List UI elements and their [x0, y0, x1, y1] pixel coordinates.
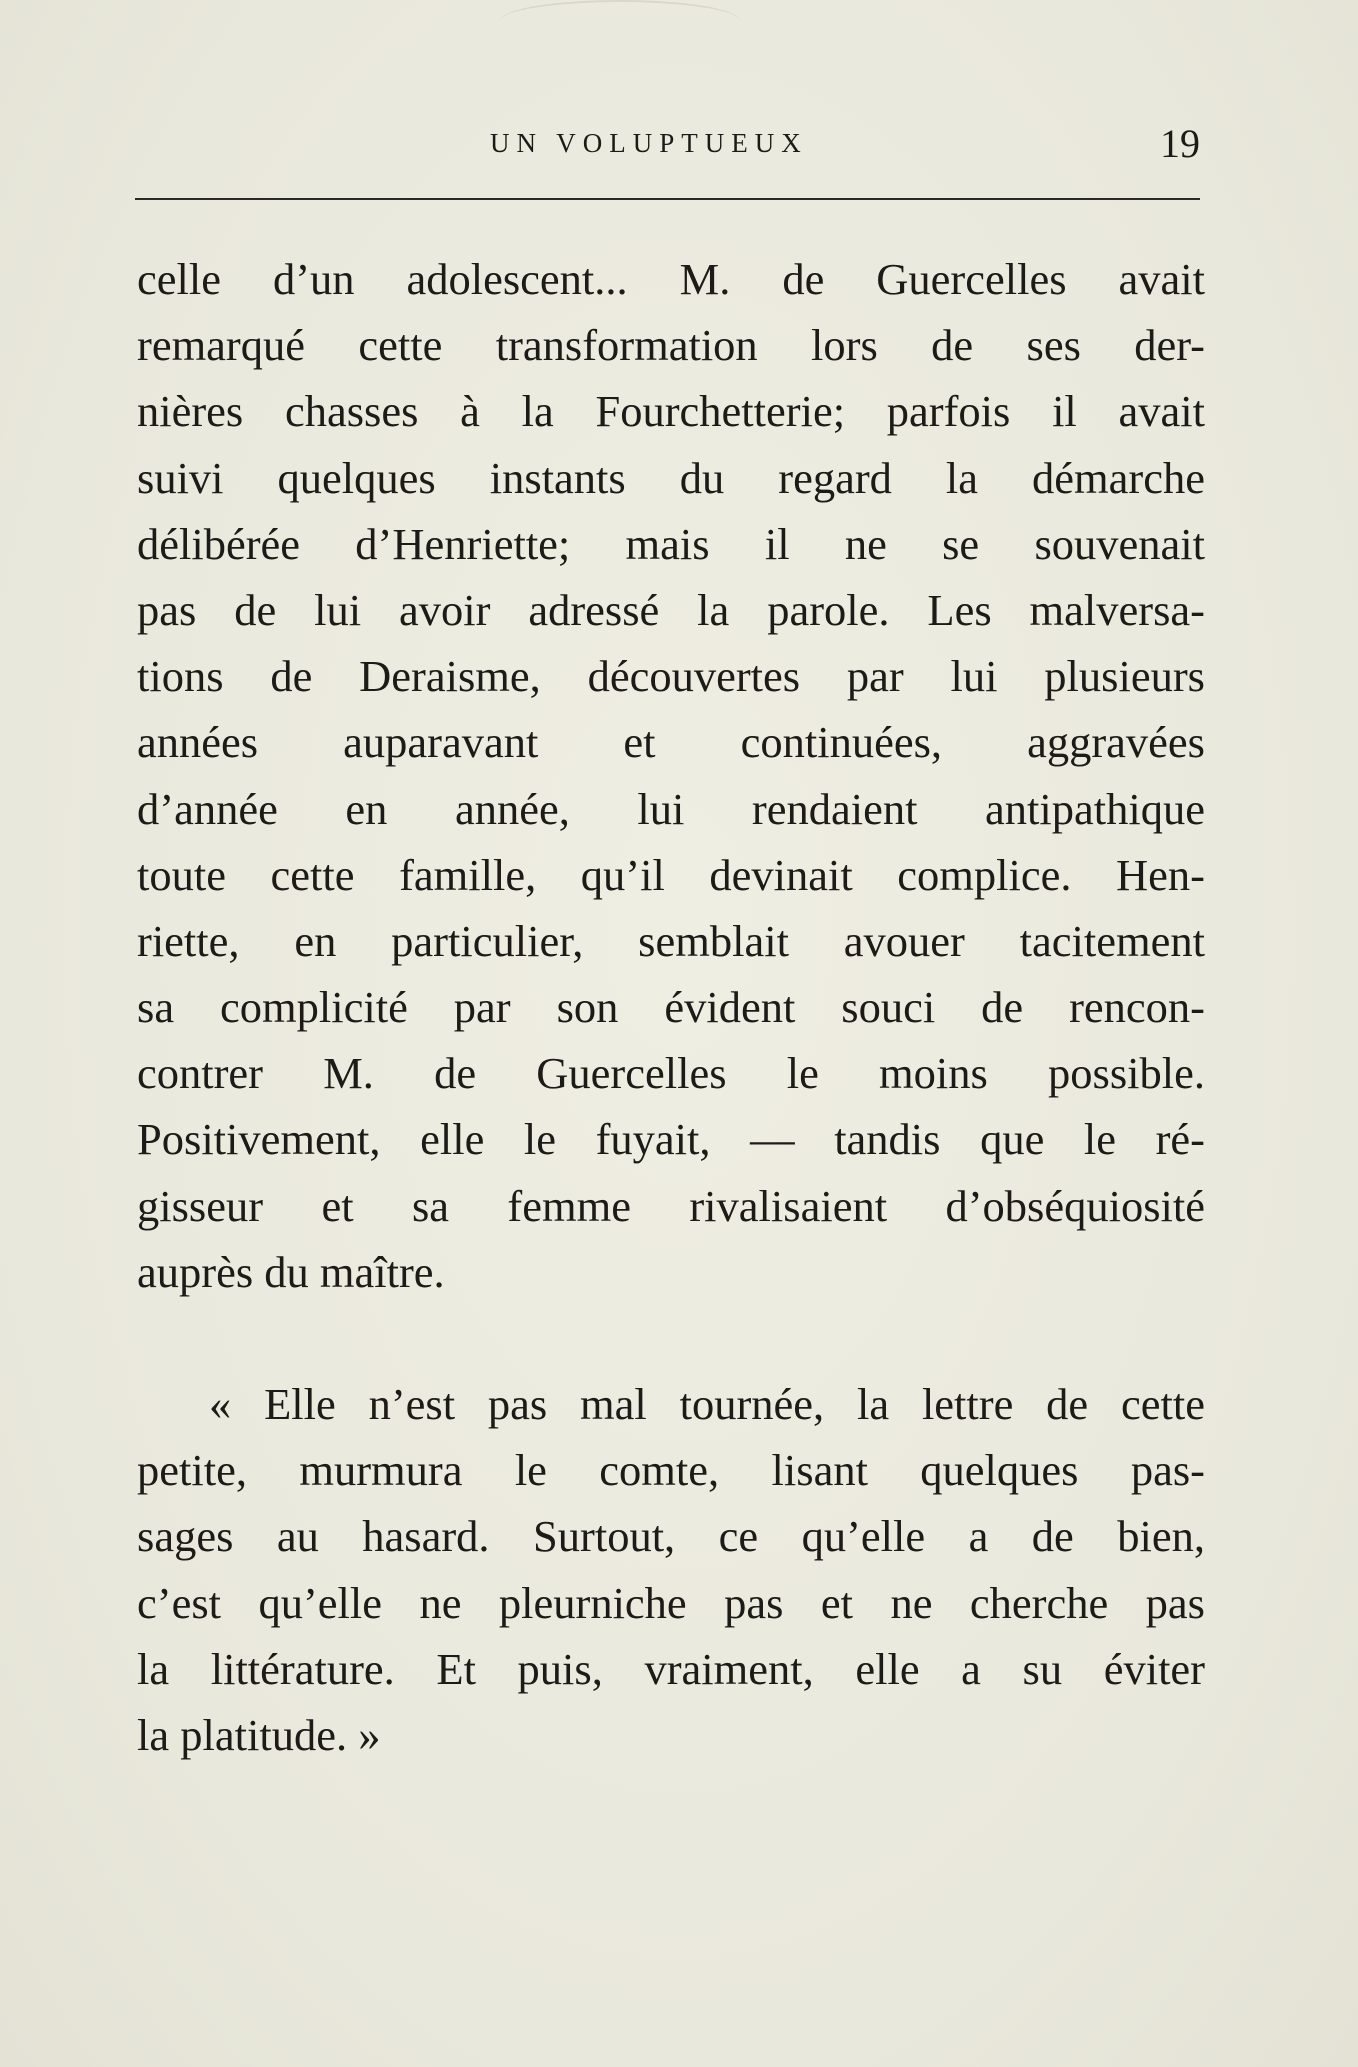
- text-line: toute cette famille, qu’il devinait complice. Hen-: [137, 849, 1205, 900]
- page-number: 19: [1160, 121, 1200, 166]
- paragraph: [137, 246, 1205, 1305]
- text-line: années auparavant et continuées, aggravées: [137, 717, 1205, 768]
- page-smudge: [500, 0, 740, 42]
- text-line: sages au hasard. Surtout, ce qu’elle a de bien,: [137, 1511, 1205, 1562]
- paragraph: [137, 1371, 1205, 1768]
- page-header: [135, 120, 1200, 180]
- text-line: « Elle n’est pas mal tournée, la lettre de cette: [209, 1379, 1205, 1429]
- text-line: riette, en particulier, semblait avouer tacitement: [137, 915, 1205, 966]
- running-title: UN VOLUPTUEUX: [490, 128, 808, 158]
- text-line: auprès du maître.: [137, 1246, 445, 1297]
- text-line: gisseur et sa femme rivalisaient d’obséquiosité: [137, 1180, 1205, 1231]
- text-line: contrer M. de Guercelles le moins possible.: [137, 1048, 1205, 1099]
- text-line: petite, murmura le comte, lisant quelques pas-: [137, 1445, 1205, 1496]
- text-line: nières chasses à la Fourchetterie; parfois il avait: [137, 386, 1205, 437]
- text-line: d’année en année, lui rendaient antipathique: [137, 783, 1205, 834]
- text-line: remarqué cette transformation lors de ses der-: [137, 320, 1205, 371]
- text-line: la littérature. Et puis, vraiment, elle a su éviter: [137, 1643, 1205, 1694]
- text-line: suivi quelques instants du regard la démarche: [137, 452, 1205, 503]
- text-line: pas de lui avoir adressé la parole. Les malversa-: [137, 584, 1205, 635]
- text-line: tions de Deraisme, découvertes par lui plusieurs: [137, 651, 1205, 702]
- text-line: Positivement, elle le fuyait, — tandis que le ré-: [137, 1114, 1205, 1165]
- text-line: celle d’un adolescent... M. de Guercelles avait: [137, 254, 1205, 304]
- text-line: c’est qu’elle ne pleurniche pas et ne cherche pas: [137, 1577, 1205, 1628]
- text-line: sa complicité par son évident souci de rencon-: [137, 982, 1205, 1033]
- paragraph-gap: [137, 1305, 1205, 1371]
- text-line: délibérée d’Henriette; mais il ne se souvenait: [137, 518, 1205, 569]
- header-rule: [135, 198, 1200, 200]
- text-line: la platitude. »: [137, 1709, 381, 1760]
- body-text: [137, 246, 1205, 1768]
